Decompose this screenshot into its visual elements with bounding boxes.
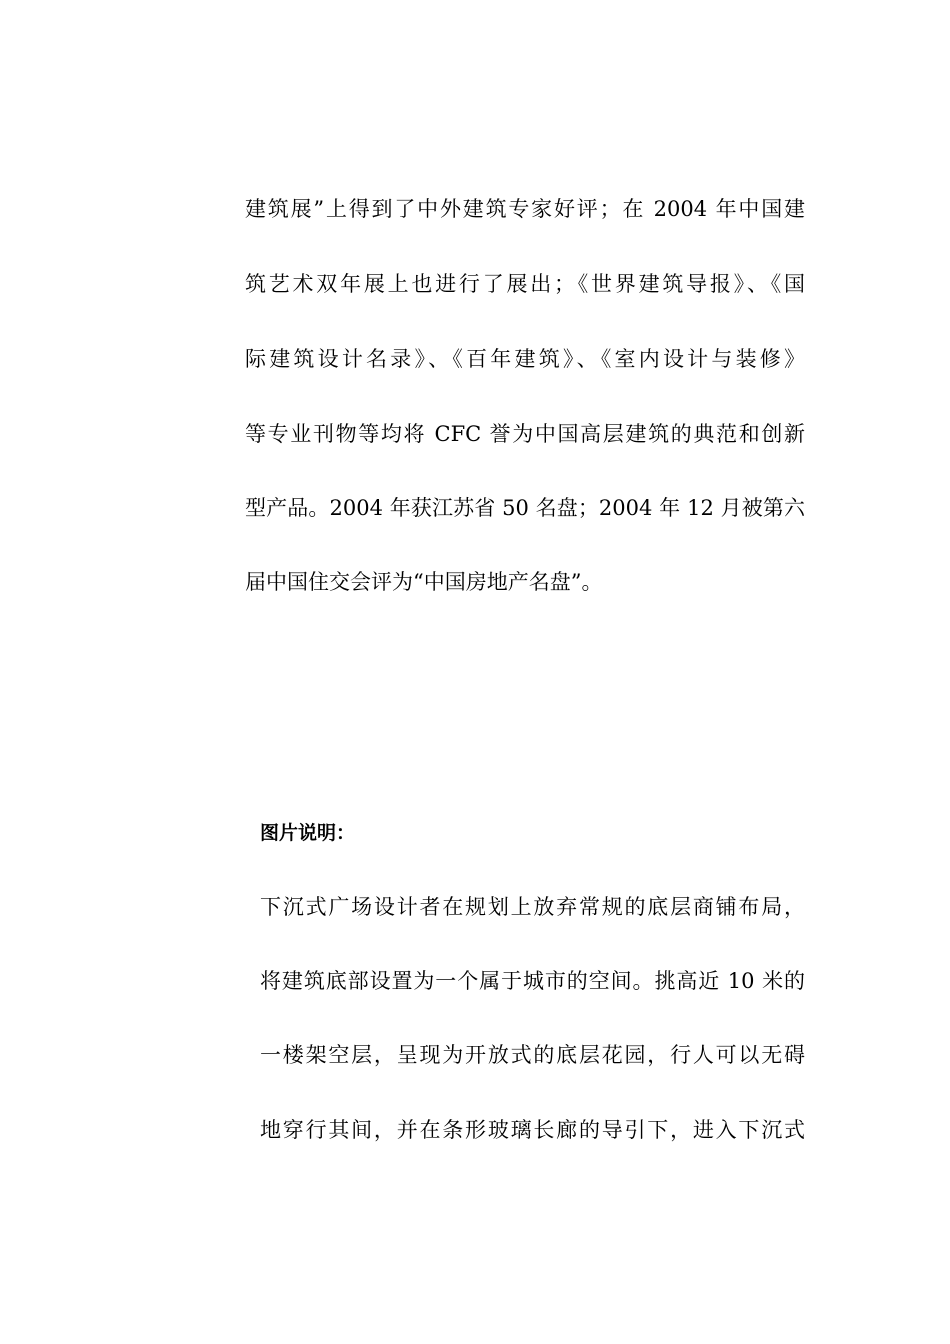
caption-line: 地穿行其间，并在条形玻璃长廊的导引下，进入下沉式	[260, 1118, 805, 1142]
paragraph-line: 建筑展”上得到了中外建筑专家好评；在 2004 年中国建	[245, 197, 805, 221]
caption-title: 图片说明：	[260, 822, 356, 844]
paragraph-line: 际建筑设计名录》、《百年建筑》、《室内设计与装修》	[245, 347, 805, 371]
paragraph-line: 型产品。2004 年获江苏省 50 名盘；2004 年 12 月被第六	[245, 496, 805, 520]
caption-line: 将建筑底部设置为一个属于城市的空间。挑高近 10 米的	[260, 969, 805, 993]
paragraph-line: 届中国住交会评为“中国房地产名盘”。	[245, 570, 603, 594]
caption-line: 一楼架空层，呈现为开放式的底层花园，行人可以无碍	[260, 1043, 805, 1067]
paragraph-line: 筑艺术双年展上也进行了展出；《世界建筑导报》、《国	[245, 272, 805, 296]
caption-line: 下沉式广场设计者在规划上放弃常规的底层商铺布局，	[260, 895, 805, 919]
paragraph-line: 等专业刊物等均将 CFC 誉为中国高层建筑的典范和创新	[245, 422, 805, 446]
